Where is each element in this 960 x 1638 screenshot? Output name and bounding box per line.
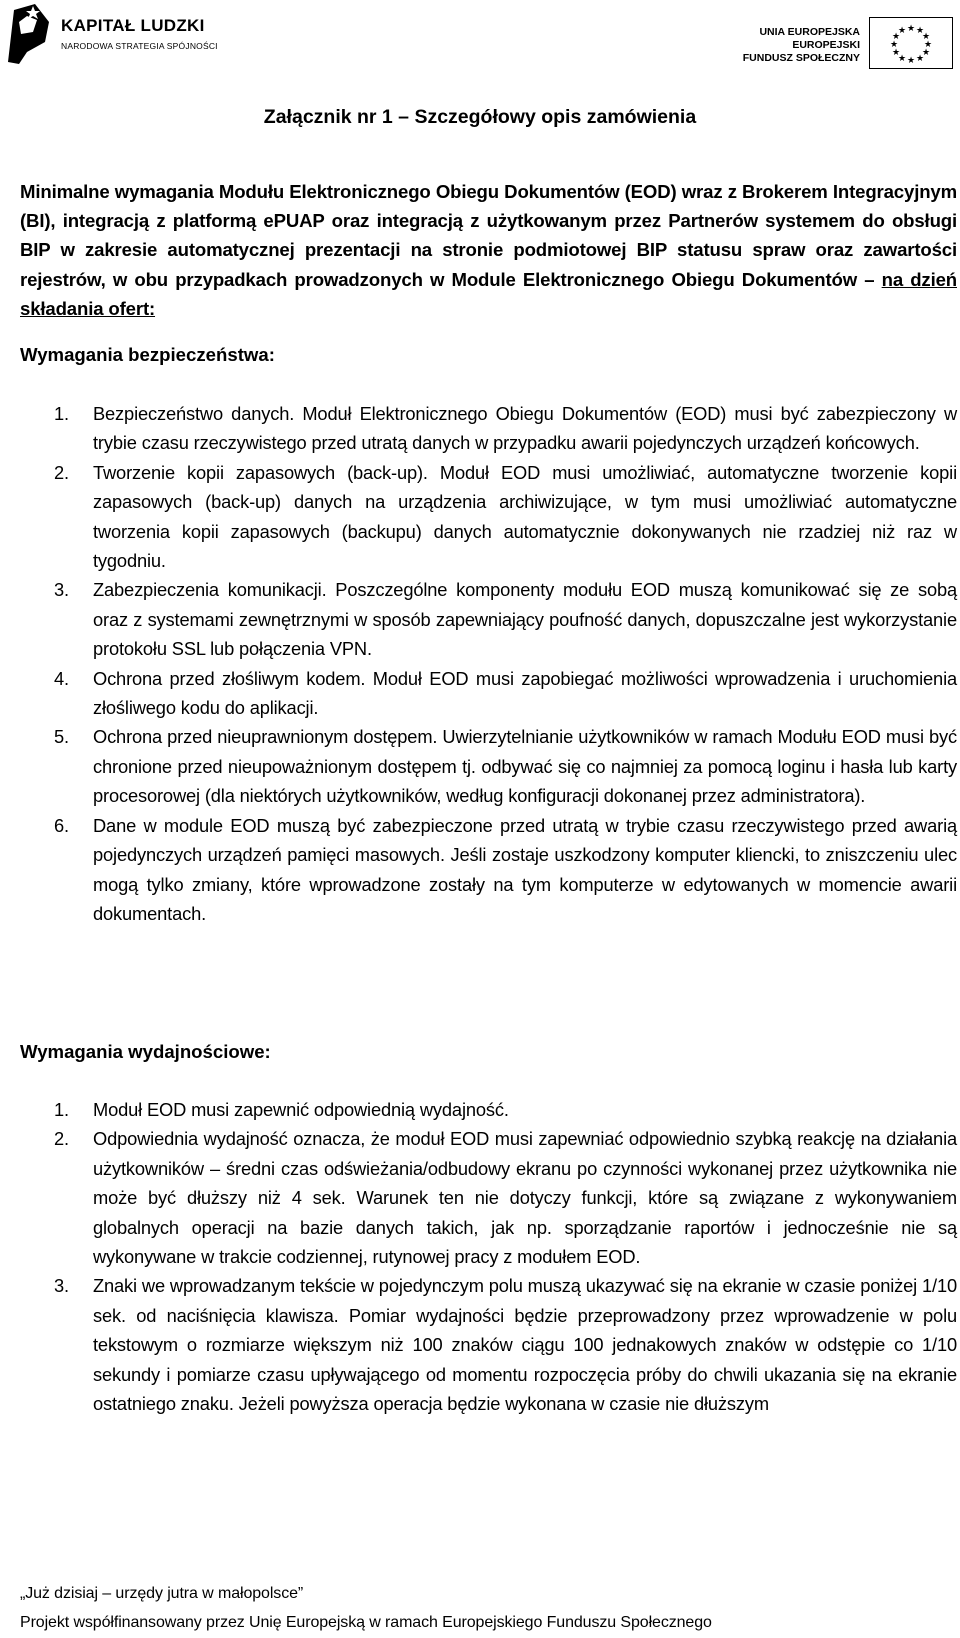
item-text: Ochrona przed złośliwym kodem. Moduł EOD musi zapobiegać możliwości wprowadzenia i uruchomienia złośliwego kodu do aplikacji. [93,667,957,719]
list-item [54,664,957,723]
eu-logo-line3: FUNDUSZ SPOŁECZNY [742,52,860,64]
item-text: Dane w module EOD muszą być zabezpieczone przed utratą w trybie czasu rzeczywistego przed awarią pojedynczych urządzeń pamięci masowych. Jeśli zostaje uszkodzony komputer kliencki, to zniszczeniu ulec mogą tylko zmiany, które wprowadzone zostały na tym komputerze w edytowanych w momencie awarii dokumentach. [93,814,957,924]
list-item [54,1124,957,1271]
list-item [54,399,957,458]
svg-text:★: ★ [906,56,916,66]
item-number: 4. [54,667,69,689]
document-title: Załącznik nr 1 – Szczegółowy opis zamówienia [263,106,697,128]
svg-text:★: ★ [891,48,901,58]
item-text: Bezpieczeństwo danych. Moduł Elektronicznego Obiegu Dokumentów (EOD) musi być zabezpieczony w trybie czasu rzeczywistego przed utratą danych w przypadku awarii pojedynczych urządzeń końcowych. [93,403,957,454]
footer-funding-note: Projekt współfinansowany przez Unię Europejską w ramach Europejskiego Funduszu Społecznego [20,1614,712,1631]
eu-logo-line2: EUROPEJSKI [792,39,860,51]
item-text: Ochrona przed nieuprawnionym dostępem. Uwierzytelnianie użytkowników w ramach Modułu EOD musi być chronione przed nieupoważnionym dostępem tj. odbywać się co najmniej za pomocą loginu i hasła lub karty procesorowej (dla niektórych użytkowników, według konfiguracji dokonanej przez administratora). [93,726,957,807]
intro-text: Minimalne wymagania Modułu Elektronicznego Obiegu Dokumentów (EOD) wraz z Brokerem Integracyjnym (BI), integracją z platformą ePUAP oraz integracją z użytkowanym przez Partnerów systemem do obsługi BIP w zakresie automatycznej prezentacji na stronie podmiotowej BIP statusu spraw oraz zawartości rejestrów, w obu przypadkach prowadzonych w Module Elektronicznego Obiegu Dokumentów – [20,181,957,290]
svg-text:★: ★ [915,26,925,36]
svg-text:★: ★ [906,24,916,34]
svg-text:★: ★ [915,54,925,64]
item-number: 6. [54,814,69,836]
item-number: 2. [54,1128,69,1150]
intro-paragraph [20,177,957,323]
kapital-ludzki-logo [5,2,225,68]
item-number: 5. [54,726,69,748]
list-item [54,575,957,663]
eu-logo-text [743,26,860,65]
item-text: Znaki we wprowadzanym tekście w pojedynczym polu muszą ukazywać się na ekranie w czasie poniżej 1/10 sek. od naciśnięcia klawisza. Pomiar wydajności będzie przeprowadzony przez wprowadzenie w polu tekstowym o rozmiarze większym niż 100 znaków ciągu 100 jednakowych znaków w odstępie co 1/10 sekundy i pomiarze czasu upływającego od momentu rozpoczęcia próby do chwili ukazania się na ekranie ostatniego znaku. Jeżeli powyższa operacja będzie wykonana w czasie nie dłuższym [93,1275,957,1415]
kapital-ludzki-emblem-icon [5,2,53,66]
logo-left-line2: NARODOWA STRATEGIA SPÓJNOŚCI [61,41,218,51]
item-text: Tworzenie kopii zapasowych (back-up). Moduł EOD musi umożliwiać, automatyczne tworzenie kopii zapasowych (back-up) danych na urządzenia archiwizujące, w tym musi umożliwiać automatyczne tworzenia kopii zapasowych (backupu) danych automatycznie dokonywanych nie rzadziej niż raz w tygodniu. [93,461,957,572]
security-requirements-list [0,399,960,928]
list-item [54,458,957,576]
footer-slogan: „Już dzisiaj – urzędy jutra w małopolsce” [20,1585,304,1602]
svg-text:★: ★ [897,26,907,36]
item-text: Zabezpieczenia komunikacji. Poszczególne komponenty modułu EOD muszą komunikować się ze sobą oraz z systemami zewnętrznymi w sposób zapewniający poufność danych, dopuszczalne jest wykorzystanie protokołu SSL lub połączenia VPN. [93,579,957,660]
item-number: 2. [54,461,69,483]
svg-text:★: ★ [889,40,899,50]
eu-efs-logo [720,16,956,70]
eu-logo-line1: UNIA EUROPEJSKA [759,26,860,38]
logo-left-line1: KAPITAŁ LUDZKI [61,16,205,35]
list-item [54,811,957,929]
item-text: Odpowiednia wydajność oznacza, że moduł EOD musi zapewniać odpowiednio szybką reakcję na działania użytkowników – średni czas odświeżania/odbudowy ekranu po czynności wykonanej przez użytkownika nie może być dłuższy niż 4 sek. Warunek ten nie dotyczy funkcji, które są związane z wykonywaniem globalnych operacji na bazie danych takich, jak np. sporządzanie raportów i jednocześnie nie są wykonywane w trakcie codziennej, rutynowej pracy z modułem EOD. [93,1128,957,1268]
performance-requirements-list [0,1095,960,1418]
intro-deadline-underlined: na dzień składania ofert: [20,268,957,319]
security-heading: Wymagania bezpieczeństwa: [20,344,275,365]
item-number: 3. [54,579,69,601]
item-text: Moduł EOD musi zapewnić odpowiednią wydajność. [93,1099,509,1120]
item-number: 1. [54,1099,69,1120]
eu-flag-icon [869,17,953,69]
svg-text:★: ★ [891,32,901,42]
item-number: 3. [54,1275,69,1297]
svg-text:★: ★ [923,40,933,50]
item-number: 1. [54,403,69,424]
performance-heading: Wymagania wydajnościowe: [20,1041,271,1062]
svg-text:★: ★ [897,54,907,64]
svg-text:★: ★ [921,32,931,42]
list-item [54,722,957,810]
svg-text:★: ★ [921,48,931,58]
list-item [54,1095,957,1124]
list-item [54,1271,957,1418]
